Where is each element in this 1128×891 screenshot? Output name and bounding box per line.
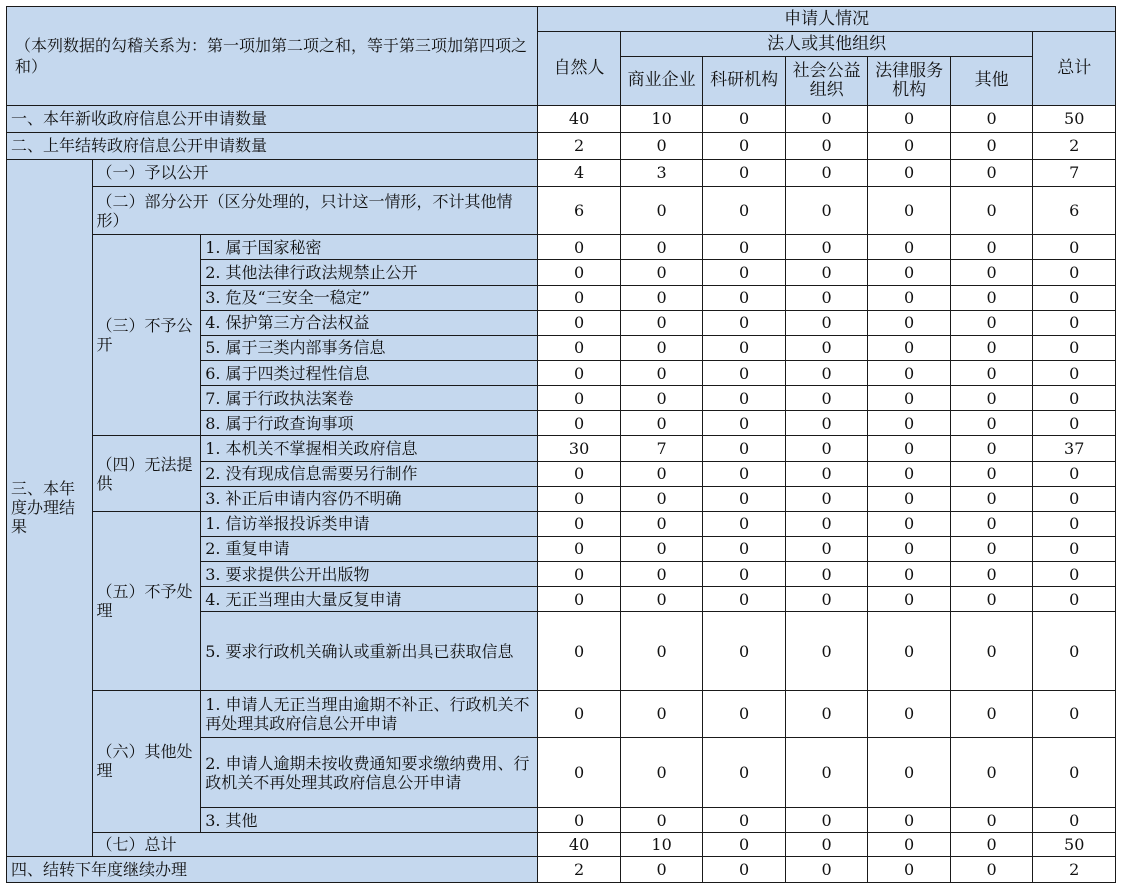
cell-value: 6	[1033, 186, 1116, 234]
cell-value: 0	[703, 186, 786, 234]
cell-value: 0	[785, 832, 868, 856]
cell-value: 0	[703, 562, 786, 587]
cell-value: 0	[785, 260, 868, 285]
header-social: 社会公益组织	[785, 57, 868, 105]
cell-value: 0	[785, 511, 868, 536]
cell-value: 0	[785, 335, 868, 360]
cell-value: 0	[950, 285, 1033, 310]
cell-value: 0	[703, 690, 786, 737]
table-row	[7, 159, 1116, 186]
cell-value: 0	[950, 832, 1033, 856]
cell-value: 0	[868, 461, 951, 486]
cell-value: 0	[703, 411, 786, 436]
cell-value: 0	[950, 105, 1033, 132]
cell-value: 0	[950, 159, 1033, 186]
cell-value: 0	[785, 436, 868, 461]
header-natural-person: 自然人	[538, 32, 621, 105]
cell-value: 0	[950, 360, 1033, 385]
cell-value: 0	[703, 486, 786, 511]
header-note: （本列数据的勾稽关系为：第一项加第二项之和，等于第三项加第四项之和）	[7, 7, 538, 106]
cell-value: 0	[868, 386, 951, 411]
cell-value: 50	[1033, 832, 1116, 856]
cell-value: 0	[868, 159, 951, 186]
cell-value: 0	[785, 856, 868, 882]
header-other: 其他	[950, 57, 1033, 105]
cell-value: 0	[868, 856, 951, 882]
cell-value: 0	[785, 186, 868, 234]
cell-value: 37	[1033, 436, 1116, 461]
table-row	[7, 436, 1116, 461]
cell-value: 0	[868, 335, 951, 360]
cell-value: 0	[620, 386, 703, 411]
cell-value: 0	[1033, 285, 1116, 310]
cell-value: 0	[868, 486, 951, 511]
cell-value: 0	[620, 562, 703, 587]
cell-value: 0	[1033, 738, 1116, 808]
cell-value: 0	[620, 310, 703, 335]
cell-value: 0	[703, 536, 786, 561]
cell-value: 0	[620, 461, 703, 486]
cell-value: 0	[950, 612, 1033, 690]
cell-value: 0	[620, 856, 703, 882]
cell-value: 0	[538, 335, 621, 360]
row-label: 二、上年结转政府信息公开申请数量	[7, 132, 538, 159]
row-label: 3. 补正后申请内容仍不明确	[201, 486, 538, 511]
header-applicant: 申请人情况	[538, 7, 1116, 32]
row-label: 3. 要求提供公开出版物	[201, 562, 538, 587]
row-label: 1. 本机关不掌握相关政府信息	[201, 436, 538, 461]
cell-value: 0	[703, 285, 786, 310]
cell-value: 0	[785, 159, 868, 186]
table-row	[7, 690, 1116, 737]
cell-value: 0	[785, 486, 868, 511]
cell-value: 0	[868, 808, 951, 832]
row-label: 3. 其他	[201, 808, 538, 832]
cell-value: 0	[703, 738, 786, 808]
row-label: 4. 保护第三方合法权益	[201, 310, 538, 335]
cell-value: 2	[1033, 856, 1116, 882]
cell-value: 2	[1033, 132, 1116, 159]
cell-value: 4	[538, 159, 621, 186]
header-legal-service: 法律服务机构	[868, 57, 951, 105]
table-row	[7, 856, 1116, 882]
cell-value: 0	[620, 511, 703, 536]
cell-value: 0	[950, 436, 1033, 461]
row-label: 四、结转下年度继续办理	[7, 856, 538, 882]
cell-value: 0	[620, 285, 703, 310]
table-row	[7, 186, 1116, 234]
cell-value: 0	[538, 587, 621, 612]
cell-value: 0	[1033, 386, 1116, 411]
cell-value: 0	[868, 562, 951, 587]
cell-value: 50	[1033, 105, 1116, 132]
cell-value: 0	[1033, 562, 1116, 587]
cell-value: 0	[785, 360, 868, 385]
cell-value: 3	[620, 159, 703, 186]
cell-value: 0	[703, 260, 786, 285]
cell-value: 7	[620, 436, 703, 461]
table-row	[7, 511, 1116, 536]
cell-value: 0	[620, 360, 703, 385]
cell-value: 0	[538, 461, 621, 486]
cell-value: 0	[620, 808, 703, 832]
row-label: 3. 危及“三安全一稳定”	[201, 285, 538, 310]
cell-value: 0	[785, 461, 868, 486]
row-label: 8. 属于行政查询事项	[201, 411, 538, 436]
cell-value: 0	[950, 511, 1033, 536]
cell-value: 0	[868, 587, 951, 612]
cell-value: 0	[950, 235, 1033, 260]
cell-value: 0	[538, 536, 621, 561]
cell-value: 0	[703, 856, 786, 882]
cell-value: 0	[703, 360, 786, 385]
cell-value: 0	[868, 186, 951, 234]
cell-value: 0	[703, 235, 786, 260]
group-not-open: （三）不予公开	[92, 235, 201, 436]
cell-value: 0	[703, 612, 786, 690]
group-not-process: （五）不予处理	[92, 511, 201, 690]
cell-value: 0	[785, 132, 868, 159]
cell-value: 0	[1033, 360, 1116, 385]
cell-value: 0	[703, 436, 786, 461]
row-label: 4. 无正当理由大量反复申请	[201, 587, 538, 612]
row-label: 7. 属于行政执法案卷	[201, 386, 538, 411]
cell-value: 0	[785, 386, 868, 411]
cell-value: 0	[538, 285, 621, 310]
cell-value: 0	[868, 411, 951, 436]
cell-value: 0	[538, 690, 621, 737]
cell-value: 0	[1033, 587, 1116, 612]
cell-value: 2	[538, 132, 621, 159]
cell-value: 0	[620, 132, 703, 159]
row-label: 5. 属于三类内部事务信息	[201, 335, 538, 360]
cell-value: 0	[785, 808, 868, 832]
cell-value: 0	[1033, 486, 1116, 511]
cell-value: 40	[538, 832, 621, 856]
cell-value: 0	[950, 310, 1033, 335]
row-label: 2. 其他法律行政法规禁止公开	[201, 260, 538, 285]
cell-value: 0	[1033, 411, 1116, 436]
cell-value: 0	[620, 260, 703, 285]
row-label: 6. 属于四类过程性信息	[201, 360, 538, 385]
cell-value: 0	[703, 808, 786, 832]
cell-value: 0	[703, 132, 786, 159]
cell-value: 0	[868, 260, 951, 285]
cell-value: 0	[785, 105, 868, 132]
cell-value: 0	[950, 386, 1033, 411]
cell-value: 0	[620, 536, 703, 561]
cell-value: 0	[868, 832, 951, 856]
cell-value: 0	[703, 310, 786, 335]
cell-value: 0	[1033, 536, 1116, 561]
cell-value: 0	[868, 132, 951, 159]
table-row	[7, 832, 1116, 856]
cell-value: 0	[538, 612, 621, 690]
statistics-table	[6, 6, 1116, 883]
row-label: 2. 申请人逾期未按收费通知要求缴纳费用、行政机关不再处理其政府信息公开申请	[201, 738, 538, 808]
cell-value: 0	[950, 690, 1033, 737]
cell-value: 0	[538, 411, 621, 436]
cell-value: 0	[1033, 690, 1116, 737]
cell-value: 0	[538, 360, 621, 385]
cell-value: 0	[785, 612, 868, 690]
header-legal-group: 法人或其他组织	[620, 32, 1033, 57]
cell-value: 0	[785, 285, 868, 310]
header-row-1	[7, 7, 1116, 32]
cell-value: 30	[538, 436, 621, 461]
table-row	[7, 105, 1116, 132]
cell-value: 0	[785, 235, 868, 260]
cell-value: 0	[868, 738, 951, 808]
row-label: （二）部分公开（区分处理的，只计这一情形，不计其他情形）	[92, 186, 538, 234]
cell-value: 0	[950, 486, 1033, 511]
row-label: （七）总计	[92, 832, 538, 856]
cell-value: 0	[620, 335, 703, 360]
cell-value: 0	[703, 386, 786, 411]
cell-value: 0	[868, 436, 951, 461]
cell-value: 6	[538, 186, 621, 234]
cell-value: 0	[538, 235, 621, 260]
cell-value: 2	[538, 856, 621, 882]
cell-value: 0	[868, 511, 951, 536]
cell-value: 0	[703, 159, 786, 186]
cell-value: 0	[950, 808, 1033, 832]
group-other-process: （六）其他处理	[92, 690, 201, 832]
cell-value: 0	[1033, 235, 1116, 260]
cell-value: 0	[950, 411, 1033, 436]
cell-value: 10	[620, 105, 703, 132]
cell-value: 7	[1033, 159, 1116, 186]
row-label: 1. 属于国家秘密	[201, 235, 538, 260]
cell-value: 0	[703, 335, 786, 360]
cell-value: 0	[785, 690, 868, 737]
cell-value: 0	[538, 310, 621, 335]
row-label: （一）予以公开	[92, 159, 538, 186]
cell-value: 0	[538, 386, 621, 411]
cell-value: 0	[950, 461, 1033, 486]
cell-value: 0	[703, 511, 786, 536]
cell-value: 0	[1033, 511, 1116, 536]
cell-value: 0	[538, 738, 621, 808]
cell-value: 0	[950, 536, 1033, 561]
cell-value: 0	[703, 105, 786, 132]
cell-value: 0	[868, 612, 951, 690]
cell-value: 0	[620, 738, 703, 808]
cell-value: 0	[703, 461, 786, 486]
cell-value: 0	[1033, 612, 1116, 690]
cell-value: 0	[620, 411, 703, 436]
cell-value: 0	[868, 310, 951, 335]
cell-value: 0	[785, 562, 868, 587]
cell-value: 0	[620, 486, 703, 511]
cell-value: 0	[950, 335, 1033, 360]
group-result: 三、本年度办理结果	[7, 159, 93, 856]
row-label: 1. 信访举报投诉类申请	[201, 511, 538, 536]
cell-value: 0	[950, 562, 1033, 587]
row-label: 1. 申请人无正当理由逾期不补正、行政机关不再处理其政府信息公开申请	[201, 690, 538, 737]
cell-value: 0	[868, 285, 951, 310]
cell-value: 0	[1033, 808, 1116, 832]
cell-value: 0	[785, 738, 868, 808]
cell-value: 0	[538, 260, 621, 285]
cell-value: 40	[538, 105, 621, 132]
cell-value: 0	[620, 612, 703, 690]
cell-value: 0	[785, 411, 868, 436]
cell-value: 0	[785, 587, 868, 612]
table-row	[7, 235, 1116, 260]
row-label: 2. 没有现成信息需要另行制作	[201, 461, 538, 486]
cell-value: 0	[1033, 260, 1116, 285]
row-label: 5. 要求行政机关确认或重新出具已获取信息	[201, 612, 538, 690]
row-label: 一、本年新收政府信息公开申请数量	[7, 105, 538, 132]
cell-value: 0	[950, 856, 1033, 882]
cell-value: 0	[1033, 335, 1116, 360]
cell-value: 0	[620, 587, 703, 612]
cell-value: 0	[950, 587, 1033, 612]
cell-value: 0	[620, 186, 703, 234]
cell-value: 0	[868, 105, 951, 132]
cell-value: 10	[620, 832, 703, 856]
header-total: 总计	[1033, 32, 1116, 105]
cell-value: 0	[785, 310, 868, 335]
cell-value: 0	[868, 690, 951, 737]
cell-value: 0	[785, 536, 868, 561]
cell-value: 0	[1033, 310, 1116, 335]
cell-value: 0	[703, 832, 786, 856]
cell-value: 0	[868, 536, 951, 561]
cell-value: 0	[868, 360, 951, 385]
cell-value: 0	[538, 808, 621, 832]
cell-value: 0	[868, 235, 951, 260]
cell-value: 0	[950, 738, 1033, 808]
cell-value: 0	[703, 587, 786, 612]
header-commercial: 商业企业	[620, 57, 703, 105]
group-cannot-provide: （四）无法提供	[92, 436, 201, 511]
table-row	[7, 132, 1116, 159]
cell-value: 0	[538, 486, 621, 511]
cell-value: 0	[620, 690, 703, 737]
cell-value: 0	[950, 186, 1033, 234]
cell-value: 0	[950, 260, 1033, 285]
cell-value: 0	[538, 511, 621, 536]
cell-value: 0	[538, 562, 621, 587]
cell-value: 0	[950, 132, 1033, 159]
row-label: 2. 重复申请	[201, 536, 538, 561]
cell-value: 0	[620, 235, 703, 260]
header-research: 科研机构	[703, 57, 786, 105]
cell-value: 0	[1033, 461, 1116, 486]
